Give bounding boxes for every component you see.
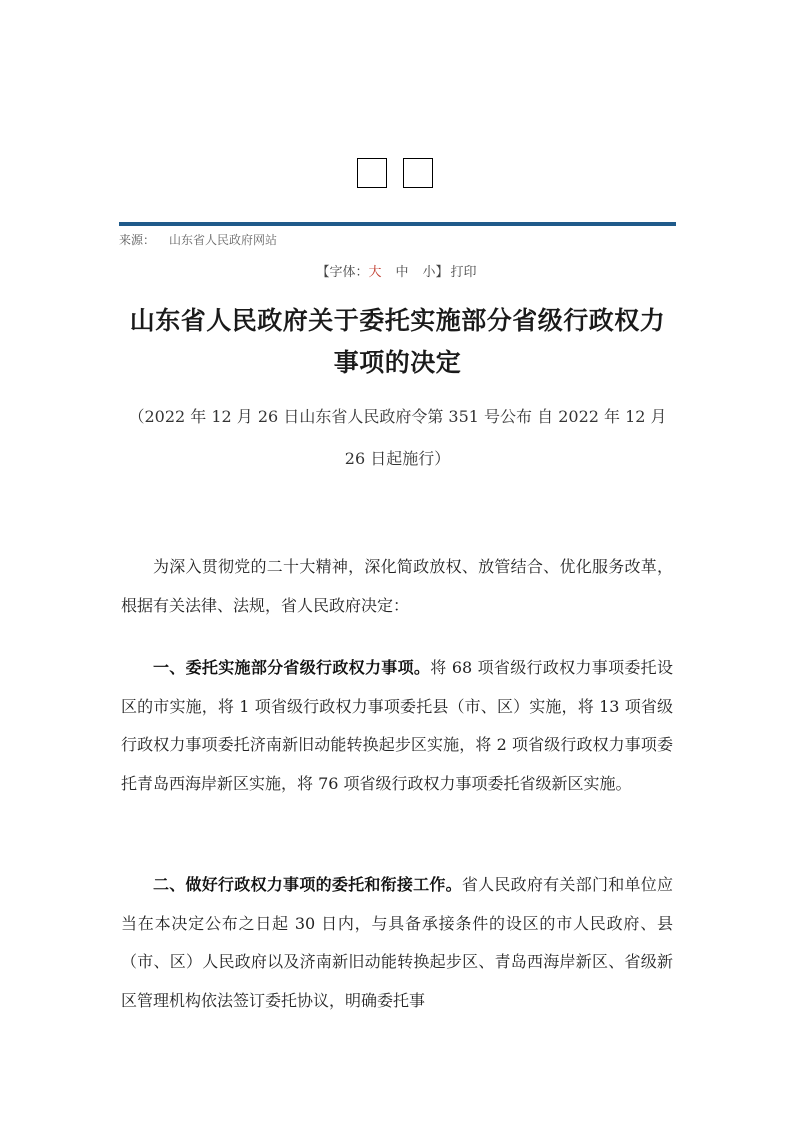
- section2-paragraph: [121, 866, 673, 1020]
- source-line: [119, 231, 277, 248]
- print-link[interactable]: 打印: [450, 265, 477, 280]
- section1-heading: 一、委托实施部分省级行政权力事项。: [153, 658, 431, 677]
- font-size-small-link[interactable]: 小: [422, 265, 436, 280]
- font-size-large-link[interactable]: 大: [368, 265, 382, 280]
- font-controls-close: 】: [435, 265, 449, 280]
- source-label: 来源：: [119, 233, 156, 247]
- header-rule: [119, 222, 676, 226]
- placeholder-box-icon: [357, 158, 387, 188]
- intro-paragraph: 为深入贯彻党的二十大精神，深化简政放权、放管结合、优化服务改革，根据有关法律、法规，省人民政府决定：: [121, 557, 673, 615]
- font-controls-open: 【字体：: [316, 265, 369, 280]
- section1-paragraph: [121, 649, 673, 803]
- section2-heading: 二、做好行政权力事项的委托和衔接工作。: [153, 875, 462, 894]
- header-placeholder-boxes: [357, 158, 433, 188]
- section2-text: 省人民政府有关部门和单位应当在本决定公布之日起 30 日内，与具备承接条件的设区的市人民政府、县（市、区）人民政府以及济南新旧动能转换起步区、青岛西海岸新区、省级新区管理机构依法签订委托协议，明确委托事: [121, 875, 673, 1010]
- source-value: 山东省人民政府网站: [169, 233, 278, 247]
- document-title: 山东省人民政府关于委托实施部分省级行政权力事项的决定: [129, 306, 666, 377]
- document-subtitle: （2022 年 12 月 26 日山东省人民政府令第 351 号公布 自 2022 年 12 月 26 日起施行）: [128, 407, 667, 468]
- font-size-controls: [0, 261, 793, 280]
- font-size-medium-link[interactable]: 中: [395, 265, 409, 280]
- section1-text: 将 68 项省级行政权力事项委托设区的市实施，将 1 项省级行政权力事项委托县（市、区）实施，将 13 项省级行政权力事项委托济南新旧动能转换起步区实施，将 2 项省级行政权力事项委托青岛西海岸新区实施，将 76 项省级行政权力事项委托省级新区实施。: [121, 658, 673, 793]
- placeholder-box-icon: [403, 158, 433, 188]
